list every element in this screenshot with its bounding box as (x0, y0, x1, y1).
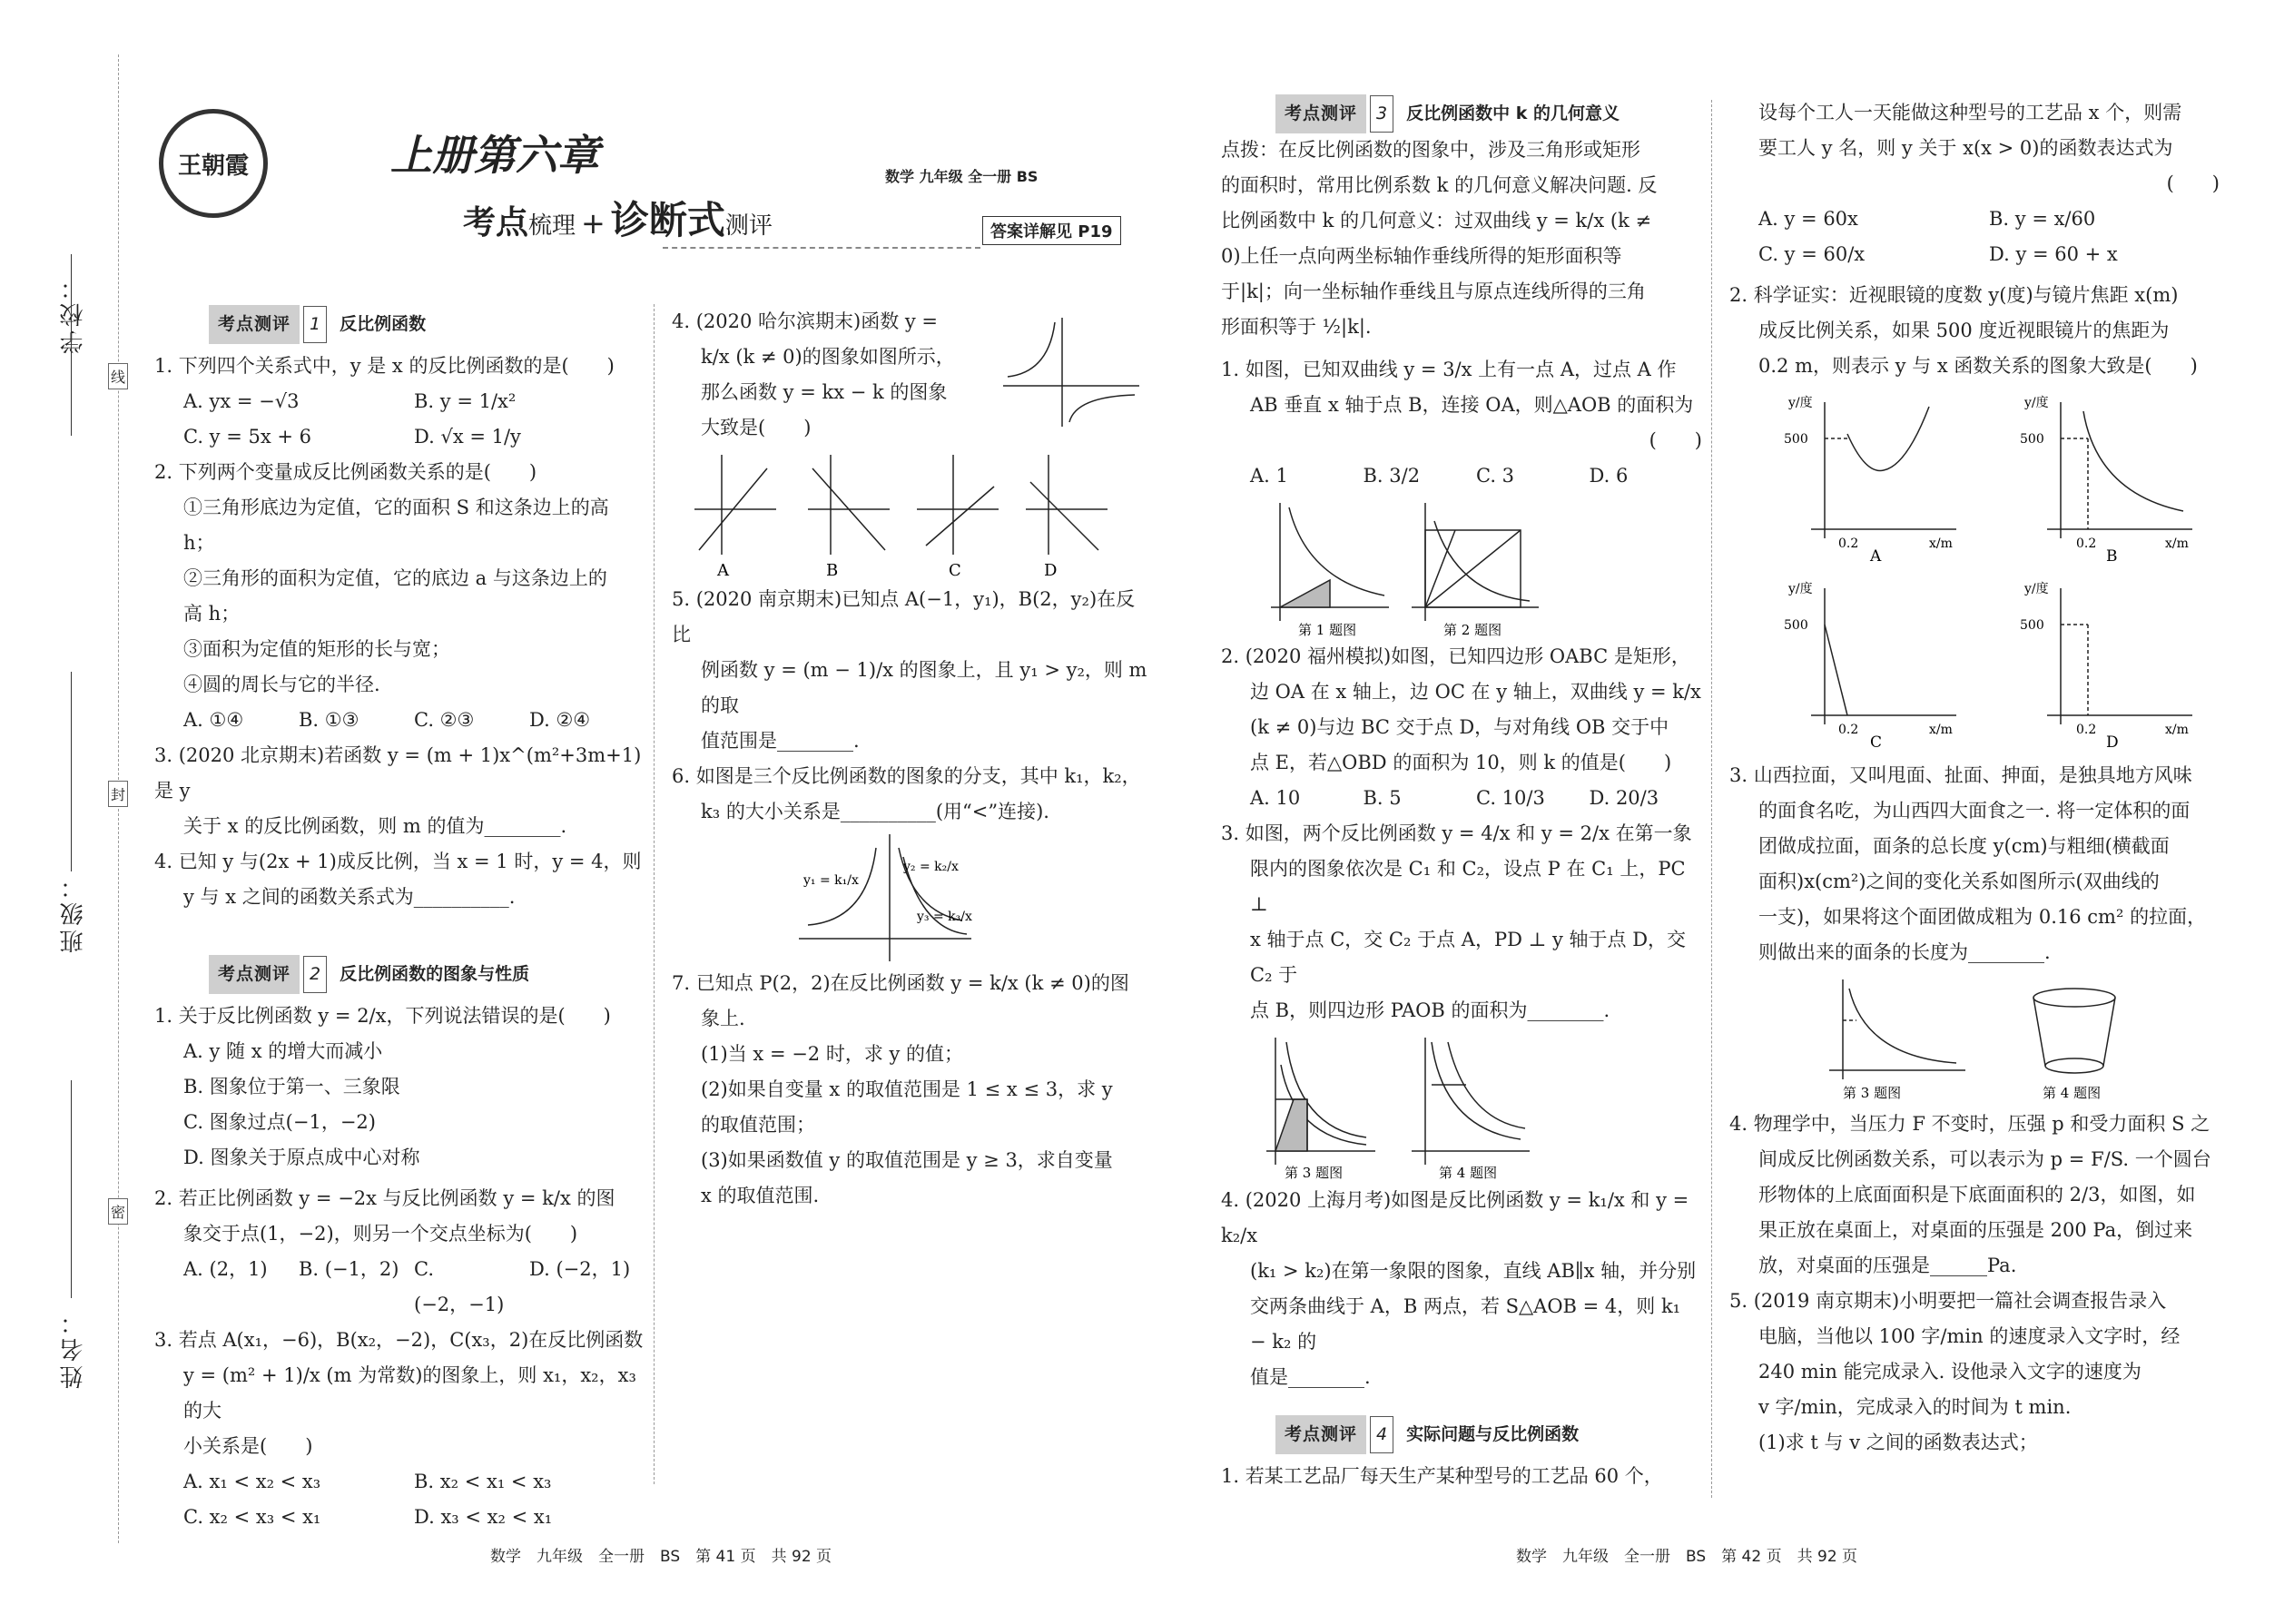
school-line (71, 254, 72, 436)
q6-graph (672, 830, 1144, 966)
svg-text:x/m: x/m (2165, 536, 2189, 551)
logo-text: 王朝霞 (177, 152, 249, 180)
figures-noodle-frustum (1729, 970, 2220, 1107)
section-3-header: 考点测评 3 反比例函数中 k 的几何意义 (1275, 100, 1702, 127)
column-4: 设每个工人一天能做这种型号的工艺品 x 个，则需 要工人 y 名，则 y 关于 x(x > 0)的函数表达式为 ( ) A. y = 60x B. y = x/60 C. y = 60/x D. y = 60 + x 2. 科学证实：近视眼镜的度数 y(度)与镜片焦距 x(m) 成反比例关系，如果 500 度近视眼镜片的焦距为 0.2 m，则表示 y 与 x 函数关系的图象大致是( ) y/度 x/m 500 0.2 A y/度 x/m 500 0.2 B y/度 x/m 500 0.2 C y/度 x/m 500 0.2 D 3. 山西拉面，又叫甩面、扯面、抻面，是独具地方风味 的面食名吃，为山西四大面食之一. 将一定体积的面 团做成拉面，面条的总长度 y(cm)与粗细(横截面 面积)x(cm²)之间的变化关系如图所示(双曲线的 一支)，如果将这个面团做成粗为 0.16 cm² 的拉面， 则做出来的面条的长度为________. 第 3 题图 第 4 题图 4. 物理学中，当压力 F 不变时，压强 p 和受力面积 S 之 间成反比例函数关系，可以表示为 p = F/S. 一个圆台 形物体的上底面面积是下底面面积的 2/3，如图，如 果正放在桌面上，对桌面的压强是 200 Pa，倒过来 放，对桌面的压强是______Pa. 5. (2019 南京期末)小明要把一篇社会调查报告录入 电脑，当他以 100 字/min 的速度录入文字时，经 240 min 能完成录入. 设他录入文字的速度为 v 字/min，完成录入的时间为 t min. (1)求 t 与 v 之间的函数表达式； (1729, 102, 2220, 1453)
column-3: 考点测评 3 反比例函数中 k 的几何意义 点拨：在反比例函数的图象中，涉及三角形或矩形 的面积时，常用比例系数 k 的几何意义解决问题. 反 比例函数中 k 的几何意义：过双曲线 y = k/x (k ≠ 0)上任一点向两坐标轴作垂线所得的矩形面积等 于|k|；向一坐标轴作垂线且与原点连线所得的三角 形面积等于 ½|k|. 1. 如图，已知双曲线 y = 3/x 上有一点 A，过点 A 作 AB 垂直 x 轴于点 B，连接 OA，则△AOB 的面积为 ( ) A. 1 B. 3/2 C. 3 D. 6 第 1 题图 第 2 题图 2. (2020 福州模拟)如图，已知四边形 OABC 是矩形， 边 OA 在 x 轴上，边 OC 在 y 轴上，双曲线 y = k/x (k ≠ 0)与边 BC 交于点 D，与对角线 OB 交于中 点 E，若△OBD 的面积为 10，则 k 的值是( ) A. 10 B. 5 C. 10/3 D. 20/3 3. 如图，两个反比例函数 y = 4/x 和 y = 2/x 在第一象 限内的图象依次是 C₁ 和 C₂，设点 P 在 C₁ 上，PC ⊥ x 轴于点 C，交 C₂ 于点 A，PD ⊥ y 轴于点 D，交 C₂ 于 点 B，则四边形 PAOB 的面积为________. 第 3 题图 第 4 题图 4. (2020 上海月考)如图是反比例函数 y = k₁/x 和 y = k₂/x (k₁ > k₂)在第一象限的图象，直线 AB∥x 轴，并分别 交两条曲线于 A，B 两点，若 S△AOB = 4，则 k₁ − k₂ 的 值是________. 考点测评 4 实际问题与反比例函数 1. 若某工艺品厂每天生产某种型号的工艺品 60 个， (1221, 100, 1702, 1494)
class-label: 班级： (60, 871, 87, 953)
subtitle-d: 测评 (724, 212, 773, 240)
q4-option-graphs (672, 446, 1153, 582)
figure-caption: 第 3 题图 (1843, 1085, 1902, 1101)
figure-caption: 第 2 题图 (1443, 622, 1502, 638)
svg-text:0.2: 0.2 (2076, 723, 2097, 737)
graph-label: D (2106, 733, 2119, 747)
options: A. yx = −√3 B. y = 1/x² C. y = 5x + 6 D. √x = 1/y (183, 390, 521, 448)
q3-q4-figures (1729, 970, 2220, 1107)
figure-caption: 第 1 题图 (1298, 622, 1357, 638)
svg-text:x/m: x/m (1929, 536, 1953, 551)
class-line (71, 672, 72, 871)
q4-hyperbola-figure (999, 313, 1144, 431)
graph-label: C (1870, 733, 1883, 747)
school-label: 学校： (60, 272, 87, 354)
header-rule (663, 247, 980, 249)
column-divider-1 (654, 304, 655, 1484)
figures-3-4 (1221, 1029, 1693, 1183)
graph-label: D (1044, 561, 1058, 580)
graph-label: B (826, 561, 839, 580)
column-2: 4. (2020 哈尔滨期末)函数 y = k/x (k ≠ 0)的图象如图所示， 那么函数 y = kx − k 的图象 大致是( ) A B C D 5. (2020 南京期末)已知点 A(−1，y₁)，B(2，y₂)在反比 例函数 y = (m − 1)/x 的图象上，且 y₁ > y₂，则 m 的取 值范围是________. 6. 如图是三个反比例函数的图象的分支，其中 k₁，k₂， k₃ 的大小关系是__________(用“<”连接). y₁ = k₁/x y₂ = k₂/x y₃ = k₃/x 7. 已知点 P(2，2)在反比例函数 y = k/x (k ≠ 0)的图 象上. (1)当 x = −2 时，求 y 的值； (2)如果自变量 x 的取值范围是 1 ≤ x ≤ 3，求 y 的取值范围； (3)如果函数值 y 的取值范围是 y ≥ 3，求自变量 x 的取值范围. (672, 304, 1153, 1214)
svg-text:y/度: y/度 (2024, 396, 2049, 410)
section-tag: 考点测评 (209, 305, 300, 344)
book-info: 数学 九年级 全一册 BS (885, 168, 1039, 185)
question: 2. 下列两个变量成反比例函数关系的是( ) (154, 461, 537, 483)
subtitle-a: 考点 (463, 204, 529, 241)
subtitle-b: 梳理 (528, 212, 576, 240)
q4-graphs (672, 446, 1144, 582)
graph-label: B (2106, 547, 2118, 566)
curve-label-y2: y₂ = k₂/x (903, 860, 959, 874)
seal-mark-seal: 封 (108, 781, 128, 807)
q2-option-graphs (1729, 384, 2220, 747)
logo (159, 109, 268, 218)
q2-graphs (1729, 384, 2220, 747)
subtitle: 考点 梳理 + 诊断式 测评 (463, 191, 773, 245)
name-label: 姓名： (60, 1307, 87, 1389)
page-footer-right: 数学 九年级 全一册 BS 第 42 页 共 92 页 (1516, 1548, 1858, 1566)
column-divider-2 (1711, 100, 1712, 1498)
q6-figure (672, 830, 1153, 966)
subtitle-c: 诊断式 (610, 198, 725, 242)
seal-mark-secret: 密 (108, 1198, 128, 1225)
answer-ref: 答案详解见 P19 (982, 216, 1121, 245)
name-line (71, 1080, 72, 1298)
q3-q4-figures (1221, 1029, 1702, 1183)
section-4-header: 考点测评 4 实际问题与反比例函数 (1275, 1421, 1702, 1448)
svg-text:y/度: y/度 (1788, 582, 1813, 596)
svg-text:0.2: 0.2 (2076, 536, 2097, 551)
svg-text:y/度: y/度 (1788, 396, 1813, 410)
seal-mark-line: 线 (108, 363, 128, 389)
svg-text:500: 500 (1784, 432, 1808, 447)
chapter-title: 上册第六章 (390, 131, 599, 180)
graph-label: A (717, 561, 729, 580)
svg-text:0.2: 0.2 (1838, 536, 1859, 551)
figure-caption: 第 3 题图 (1285, 1165, 1344, 1181)
figure-caption: 第 4 题图 (2043, 1085, 2102, 1101)
svg-text:x/m: x/m (1929, 723, 1953, 737)
graph-label: A (1870, 547, 1882, 566)
section-2-header: 考点测评 2 反比例函数的图象与性质 (209, 960, 645, 988)
q1-q2-figures (1221, 494, 1702, 639)
curve-label-y3: y₃ = k₃/x (917, 910, 972, 924)
column-1: 考点测评 1 反比例函数 1. 下列四个关系式中，y 是 x 的反比例函数的是( ) A. yx = −√3 B. y = 1/x² C. y = 5x + 6 D. √x = 1/y 2. 下列两个变量成反比例函数关系的是( ) ①三角形底边为定值，它的面积 S 和这条边上的高 h； ②三角形的面积为定值，它的底边 a 与这条边上的 高 h； ③面积为定值的矩形的长与宽； ④圆的周长与它的半径. A. ①④ B. ①③ C. ②③ D. ②④ 3. (2020 北京期末)若函数 y = (m + 1)x^(m²+3m+1) 是 y 关于 x 的反比例函数，则 m 的值为________. 4. 已知 y 与(2x + 1)成反比例，当 x = 1 时，y = 4，则 y 与 x 之间的函数关系式为__________. 考点测评 2 反比例函数的图象与性质 1. 关于反比例函数 y = 2/x，下列说法错误的是( ) A. y 随 x 的增大而减小 B. 图象位于第一、三象限 C. 图象过点(−1，−2) D. 图象关于原点成中心对称 2. 若正比例函数 y = −2x 与反比例函数 y = k/x 的图 象交于点(1，−2)，则另一个交点坐标为( ) A. (2，1) B. (−1，2) C. (−2，−1) D. (−2，1) 3. 若点 A(x₁，−6)，B(x₂，−2)，C(x₃，2)在反比例函数 y = (m² + 1)/x (m 为常数)的图象上，则 x₁，x₂，x₃ 的大 小关系是( ) A. x₁ < x₂ < x₃ B. x₂ < x₁ < x₃ C. x₂ < x₃ < x₁ D. x₃ < x₂ < x₁ (154, 300, 645, 1535)
svg-text:y/度: y/度 (2024, 582, 2049, 596)
graph-label: C (949, 561, 961, 580)
svg-text:500: 500 (2020, 432, 2044, 447)
section-1-header: 考点测评 1 反比例函数 (209, 310, 645, 338)
tip-text: 点拨：在反比例函数的图象中，涉及三角形或矩形 (1221, 139, 1640, 161)
svg-text:500: 500 (1784, 618, 1808, 633)
curve-label-y1: y₁ = k₁/x (803, 873, 859, 888)
svg-text:0.2: 0.2 (1838, 723, 1859, 737)
svg-text:x/m: x/m (2165, 723, 2189, 737)
page-footer-left: 数学 九年级 全一册 BS 第 41 页 共 92 页 (490, 1548, 832, 1566)
figures-1-2 (1221, 494, 1693, 639)
svg-text:500: 500 (2020, 618, 2044, 633)
options: A. ①④ B. ①③ C. ②③ D. ②④ (183, 709, 591, 731)
question: 1. 下列四个关系式中，y 是 x 的反比例函数的是( ) (154, 355, 615, 377)
figure-caption: 第 4 题图 (1439, 1165, 1498, 1181)
